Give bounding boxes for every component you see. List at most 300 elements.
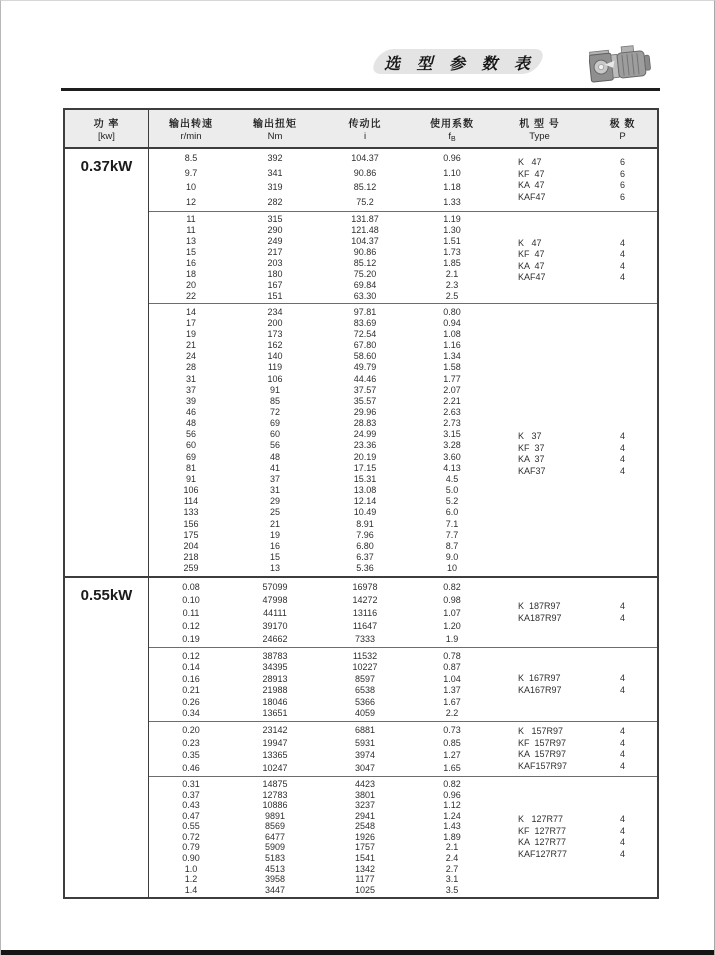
ratio-cell: 24.99	[353, 429, 377, 440]
ratio-cell: 5366	[354, 696, 376, 707]
ratio-cell: 1757	[354, 842, 376, 853]
table-row	[149, 385, 491, 395]
service-factor-cell: 3.60	[443, 451, 461, 462]
ratio-cell: 104.37	[351, 153, 379, 164]
numeric-rows	[149, 722, 491, 776]
ratio-cell: 6.37	[356, 552, 374, 563]
ratio-cell: 3237	[354, 800, 376, 811]
service-factor-cell: 1.08	[443, 328, 461, 339]
torque-cell: 151	[267, 290, 283, 301]
table-row	[149, 329, 491, 339]
speed-cell: 1.0	[184, 863, 198, 874]
speed-cell: 1.4	[184, 884, 198, 895]
poles-cell: 4	[619, 760, 625, 771]
ratio-cell: 1926	[354, 831, 376, 842]
type-cell: KA 127R77	[518, 837, 567, 847]
service-factor-cell: 2.63	[443, 406, 461, 417]
speed-cell: 175	[183, 529, 199, 540]
table-body	[65, 149, 657, 897]
speed-cell: 22	[185, 290, 196, 301]
service-factor-cell: 1.07	[443, 607, 461, 618]
speed-cell: 0.47	[182, 810, 200, 821]
poles-cell: 6	[619, 157, 625, 167]
service-factor-cell: 6.0	[445, 507, 459, 518]
torque-cell: 10247	[262, 762, 288, 773]
power-label: 0.37kW	[65, 149, 149, 576]
speed-cell: 0.19	[182, 633, 200, 644]
torque-cell: 12783	[262, 789, 288, 800]
table-row	[149, 779, 491, 789]
speed-cell: 0.12	[182, 620, 200, 631]
speed-cell: 16	[185, 257, 196, 268]
poles-cell: 6	[619, 191, 625, 202]
table-row	[149, 291, 491, 301]
poles-cell: 4	[619, 726, 625, 736]
torque-cell: 57099	[262, 581, 288, 592]
type-cell: KA 37	[518, 454, 545, 464]
service-factor-cell: 1.04	[443, 673, 461, 684]
speed-cell: 0.11	[182, 607, 200, 618]
service-factor-cell: 3.5	[445, 884, 459, 895]
table-row	[149, 674, 491, 684]
torque-cell: 5183	[264, 852, 286, 863]
ratio-block	[149, 648, 657, 722]
table-row	[149, 651, 491, 661]
torque-cell: 41	[269, 462, 280, 473]
torque-cell: 24662	[262, 633, 288, 644]
selection-table	[63, 108, 659, 899]
ratio-cell: 83.69	[353, 317, 377, 328]
type-list	[491, 149, 657, 211]
service-factor-cell: 7.1	[445, 518, 459, 529]
speed-cell: 12	[185, 196, 196, 207]
service-factor-cell: 1.89	[443, 831, 461, 842]
ratio-cell: 5.36	[356, 563, 374, 574]
type-cell: KAF47	[518, 191, 546, 202]
ratio-block	[149, 722, 657, 777]
service-factor-cell: 2.7	[445, 863, 459, 874]
ratio-cell: 4423	[354, 779, 376, 790]
table-row	[149, 168, 491, 178]
service-factor-cell: 1.58	[443, 362, 461, 373]
torque-cell: 203	[267, 257, 283, 268]
header-rule	[61, 88, 660, 91]
type-cell: KA167R97	[518, 684, 562, 695]
service-factor-cell: 2.07	[443, 384, 461, 395]
type-row	[491, 180, 657, 192]
type-cell: KA187R97	[518, 612, 562, 623]
ratio-block	[149, 304, 657, 576]
ratio-blocks	[149, 578, 657, 897]
service-factor-cell: 0.98	[443, 594, 461, 605]
speed-cell: 17	[185, 317, 196, 328]
table-row	[149, 708, 491, 718]
type-cell: K 47	[518, 157, 542, 167]
speed-cell: 15	[185, 247, 196, 258]
poles-cell: 4	[619, 465, 625, 476]
numeric-rows	[149, 304, 491, 576]
speed-cell: 0.10	[182, 594, 200, 605]
torque-cell: 21	[269, 518, 280, 529]
service-factor-cell: 0.94	[443, 317, 461, 328]
ratio-block	[149, 777, 657, 897]
service-factor-cell: 1.85	[443, 257, 461, 268]
table-row	[149, 725, 491, 735]
service-factor-cell: 1.12	[443, 800, 461, 811]
speed-cell: 24	[185, 351, 196, 362]
poles-cell: 4	[619, 442, 625, 453]
speed-cell: 133	[183, 507, 199, 518]
type-row	[491, 726, 657, 738]
type-cell: KF 37	[518, 442, 545, 453]
table-row	[149, 832, 491, 842]
speed-cell: 0.21	[182, 685, 200, 696]
torque-cell: 28913	[262, 673, 288, 684]
ratio-cell: 3974	[354, 750, 376, 761]
speed-cell: 156	[183, 518, 199, 529]
poles-cell: 4	[619, 237, 625, 248]
poles-cell: 4	[619, 684, 625, 695]
torque-cell: 72	[269, 406, 280, 417]
numeric-rows	[149, 648, 491, 721]
service-factor-cell: 3.28	[443, 440, 461, 451]
service-factor-cell: 1.51	[443, 236, 461, 247]
type-list	[491, 215, 657, 306]
torque-cell: 21988	[262, 685, 288, 696]
service-factor-cell: 1.67	[443, 696, 461, 707]
service-factor-cell: 0.80	[443, 306, 461, 317]
ratio-cell: 75.2	[356, 196, 374, 207]
table-row	[149, 280, 491, 290]
table-row	[149, 608, 491, 618]
speed-cell: 37	[185, 384, 196, 395]
type-row	[491, 157, 657, 169]
type-row	[491, 613, 657, 625]
table-row	[149, 552, 491, 562]
poles-cell: 4	[619, 825, 625, 836]
torque-cell: 37	[269, 473, 280, 484]
speed-cell: 9.7	[184, 167, 198, 178]
type-cell: KF 157R97	[518, 737, 567, 748]
type-row	[491, 601, 657, 613]
speed-cell: 1.2	[184, 874, 198, 885]
speed-cell: 60	[185, 440, 196, 451]
table-row	[149, 429, 491, 439]
ratio-cell: 75.20	[353, 268, 377, 279]
type-row	[491, 673, 657, 685]
torque-cell: 18046	[262, 696, 288, 707]
torque-cell: 315	[267, 214, 283, 225]
column-header-unit: P	[619, 131, 626, 142]
table-row	[149, 247, 491, 257]
service-factor-cell: 2.73	[443, 418, 461, 429]
table-row	[149, 440, 491, 450]
type-row	[491, 261, 657, 273]
speed-cell: 48	[185, 418, 196, 429]
ratio-cell: 12.14	[353, 496, 377, 507]
type-list	[491, 318, 657, 590]
torque-cell: 44111	[263, 607, 287, 618]
speed-cell: 0.72	[182, 831, 200, 842]
speed-cell: 204	[183, 540, 199, 551]
speed-cell: 0.79	[182, 842, 200, 853]
column-header-poles	[588, 110, 657, 147]
type-row	[491, 192, 657, 204]
table-row	[149, 452, 491, 462]
poles-cell: 4	[619, 260, 625, 271]
speed-cell: 81	[185, 462, 196, 473]
type-list	[491, 648, 657, 721]
ratio-cell: 16978	[352, 581, 378, 592]
ratio-cell: 97.81	[353, 306, 377, 317]
service-factor-cell: 1.20	[443, 620, 461, 631]
service-factor-cell: 2.3	[445, 279, 459, 290]
service-factor-cell: 2.1	[445, 268, 459, 279]
ratio-cell: 10.49	[353, 507, 377, 518]
service-factor-cell: 9.0	[445, 552, 459, 563]
poles-cell: 6	[619, 180, 625, 190]
speed-cell: 106	[183, 485, 199, 496]
type-cell: K 187R97	[518, 601, 561, 611]
power-section	[65, 576, 657, 897]
speed-cell: 19	[185, 328, 196, 339]
type-cell: K 37	[518, 431, 542, 441]
ratio-cell: 69.84	[353, 279, 377, 290]
torque-cell: 8569	[264, 821, 286, 832]
ratio-cell: 3047	[354, 762, 376, 773]
torque-cell: 13651	[262, 708, 288, 719]
service-factor-cell: 1.30	[443, 225, 461, 236]
service-factor-cell: 1.65	[443, 762, 461, 773]
speed-cell: 39	[185, 395, 196, 406]
poles-cell: 4	[619, 601, 625, 611]
service-factor-cell: 1.77	[443, 373, 461, 384]
ratio-cell: 6881	[354, 725, 376, 736]
ratio-cell: 5931	[354, 737, 376, 748]
speed-cell: 13	[185, 236, 196, 247]
speed-cell: 20	[185, 279, 196, 290]
service-factor-cell: 1.16	[443, 340, 461, 351]
torque-cell: 25	[269, 507, 280, 518]
ratio-block	[149, 149, 657, 212]
speed-cell: 218	[183, 552, 199, 563]
speed-cell: 56	[185, 429, 196, 440]
ratio-cell: 11647	[352, 620, 378, 631]
torque-cell: 341	[267, 167, 283, 178]
table-header	[65, 110, 657, 149]
torque-cell: 48	[269, 451, 280, 462]
ratio-cell: 13.08	[353, 485, 377, 496]
ratio-cell: 20.19	[353, 451, 377, 462]
service-factor-cell: 2.1	[445, 842, 459, 853]
service-factor-cell: 0.85	[443, 737, 461, 748]
table-row	[149, 662, 491, 672]
type-cell: KF 127R77	[518, 825, 567, 836]
column-header-torque	[233, 110, 317, 147]
ratio-cell: 1025	[354, 884, 376, 895]
torque-cell: 19	[269, 529, 280, 540]
speed-cell: 0.55	[182, 821, 200, 832]
torque-cell: 217	[267, 247, 283, 258]
speed-cell: 0.12	[182, 650, 200, 661]
service-factor-cell: 0.82	[443, 581, 461, 592]
ratio-cell: 104.37	[351, 236, 379, 247]
ratio-cell: 90.86	[353, 167, 377, 178]
torque-cell: 38783	[262, 650, 288, 661]
service-factor-cell: 1.18	[443, 182, 461, 193]
column-header-power	[65, 110, 149, 147]
type-cell: KA 47	[518, 180, 545, 190]
ratio-cell: 35.57	[353, 395, 377, 406]
type-cell: KAF157R97	[518, 760, 568, 771]
torque-cell: 5909	[264, 842, 286, 853]
ratio-cell: 2941	[354, 810, 376, 821]
type-cell: K 127R77	[518, 814, 564, 824]
table-row	[149, 750, 491, 760]
service-factor-cell: 1.34	[443, 351, 461, 362]
column-header-unit: $f_B$	[448, 130, 456, 143]
table-row	[149, 269, 491, 279]
torque-cell: 3447	[264, 884, 286, 895]
ratio-cell: 85.12	[353, 182, 377, 193]
service-factor-cell: 2.4	[445, 852, 459, 863]
column-header-label: 机 型 号	[519, 119, 560, 130]
speed-cell: 114	[183, 496, 199, 507]
speed-cell: 11	[186, 214, 196, 225]
speed-cell: 0.08	[182, 581, 200, 592]
torque-cell: 167	[267, 279, 283, 290]
column-header-service-factor	[413, 110, 491, 147]
ratio-cell: 6538	[354, 685, 376, 696]
type-list	[491, 722, 657, 776]
table-row	[149, 258, 491, 268]
torque-cell: 3958	[264, 874, 286, 885]
numeric-rows	[149, 212, 491, 303]
ratio-cell: 58.60	[353, 351, 377, 362]
service-factor-cell: 8.7	[445, 540, 459, 551]
table-row	[149, 236, 491, 246]
torque-cell: 200	[267, 317, 283, 328]
speed-cell: 91	[185, 473, 196, 484]
speed-cell: 0.31	[182, 779, 200, 790]
speed-cell: 8.5	[184, 153, 198, 164]
ratio-cell: 6.80	[356, 540, 374, 551]
service-factor-cell: 0.78	[443, 650, 461, 661]
type-row	[491, 738, 657, 750]
torque-cell: 69	[269, 418, 280, 429]
ratio-cell: 90.86	[353, 247, 377, 258]
table-row	[149, 697, 491, 707]
type-row	[491, 454, 657, 466]
torque-cell: 39170	[262, 620, 288, 631]
torque-cell: 23142	[262, 725, 288, 736]
type-cell: K 157R97	[518, 726, 564, 736]
ratio-cell: 11532	[352, 650, 378, 661]
table-row	[149, 763, 491, 773]
speed-cell: 11	[186, 225, 196, 236]
poles-cell: 4	[619, 612, 625, 623]
ratio-cell: 8.91	[356, 518, 374, 529]
table-row	[149, 634, 491, 644]
page-title: 选 型 参 数 表	[384, 56, 536, 73]
ratio-cell: 10227	[352, 662, 378, 673]
ratio-cell: 1177	[355, 874, 375, 885]
ratio-cell: 3801	[354, 789, 376, 800]
ratio-cell: 8597	[354, 673, 376, 684]
ratio-block	[149, 212, 657, 304]
column-header-unit: Type	[529, 131, 550, 142]
ratio-cell: 13116	[352, 607, 378, 618]
service-factor-cell: 3.15	[443, 429, 461, 440]
torque-cell: 10886	[262, 800, 288, 811]
ratio-cell: 23.36	[353, 440, 377, 451]
poles-cell: 4	[619, 249, 625, 259]
torque-cell: 290	[267, 225, 283, 236]
table-row	[149, 541, 491, 551]
table-row	[149, 790, 491, 800]
service-factor-cell: 2.2	[445, 708, 459, 719]
table-row	[149, 853, 491, 863]
speed-cell: 0.46	[182, 762, 200, 773]
table-row	[149, 874, 491, 884]
table-row	[149, 811, 491, 821]
type-row	[491, 837, 657, 849]
torque-cell: 282	[267, 196, 283, 207]
column-header-label: 输出扭矩	[253, 119, 297, 130]
service-factor-cell: 0.82	[443, 779, 461, 790]
service-factor-cell: 3.1	[445, 874, 459, 885]
service-factor-cell: 0.96	[443, 153, 461, 164]
table-row	[149, 864, 491, 874]
column-header-speed	[149, 110, 233, 147]
ratio-cell: 1342	[354, 863, 376, 874]
table-row	[149, 340, 491, 350]
type-row	[491, 761, 657, 773]
type-row	[491, 272, 657, 284]
type-row	[491, 169, 657, 181]
ratio-cell: 49.79	[353, 362, 377, 373]
poles-cell: 4	[619, 673, 625, 683]
column-header-unit: r/min	[180, 131, 202, 142]
speed-cell: 0.20	[182, 725, 200, 736]
type-row	[491, 849, 657, 861]
ratio-cell: 37.57	[353, 384, 377, 395]
type-cell: KA 157R97	[518, 749, 567, 759]
service-factor-cell: 1.37	[443, 685, 461, 696]
service-factor-cell: 0.96	[443, 789, 461, 800]
table-row	[149, 519, 491, 529]
ratio-cell: 2548	[354, 821, 376, 832]
ratio-cell: 67.80	[353, 340, 377, 351]
type-cell: KAF47	[518, 272, 546, 282]
torque-cell: 9891	[264, 810, 286, 821]
torque-cell: 13	[269, 563, 280, 574]
speed-cell: 0.35	[182, 750, 200, 761]
table-row	[149, 225, 491, 235]
numeric-rows	[149, 777, 491, 897]
speed-cell: 14	[185, 306, 196, 317]
speed-cell: 69	[185, 451, 196, 462]
ratio-cell: 7.96	[356, 529, 374, 540]
service-factor-cell: 1.43	[443, 821, 461, 832]
service-factor-cell: 10	[446, 563, 457, 574]
torque-cell: 15	[269, 552, 280, 563]
service-factor-cell: 0.73	[443, 725, 461, 736]
column-header-unit: Nm	[267, 131, 283, 142]
table-row	[149, 507, 491, 517]
speed-cell: 46	[185, 406, 196, 417]
speed-cell: 31	[185, 373, 196, 384]
